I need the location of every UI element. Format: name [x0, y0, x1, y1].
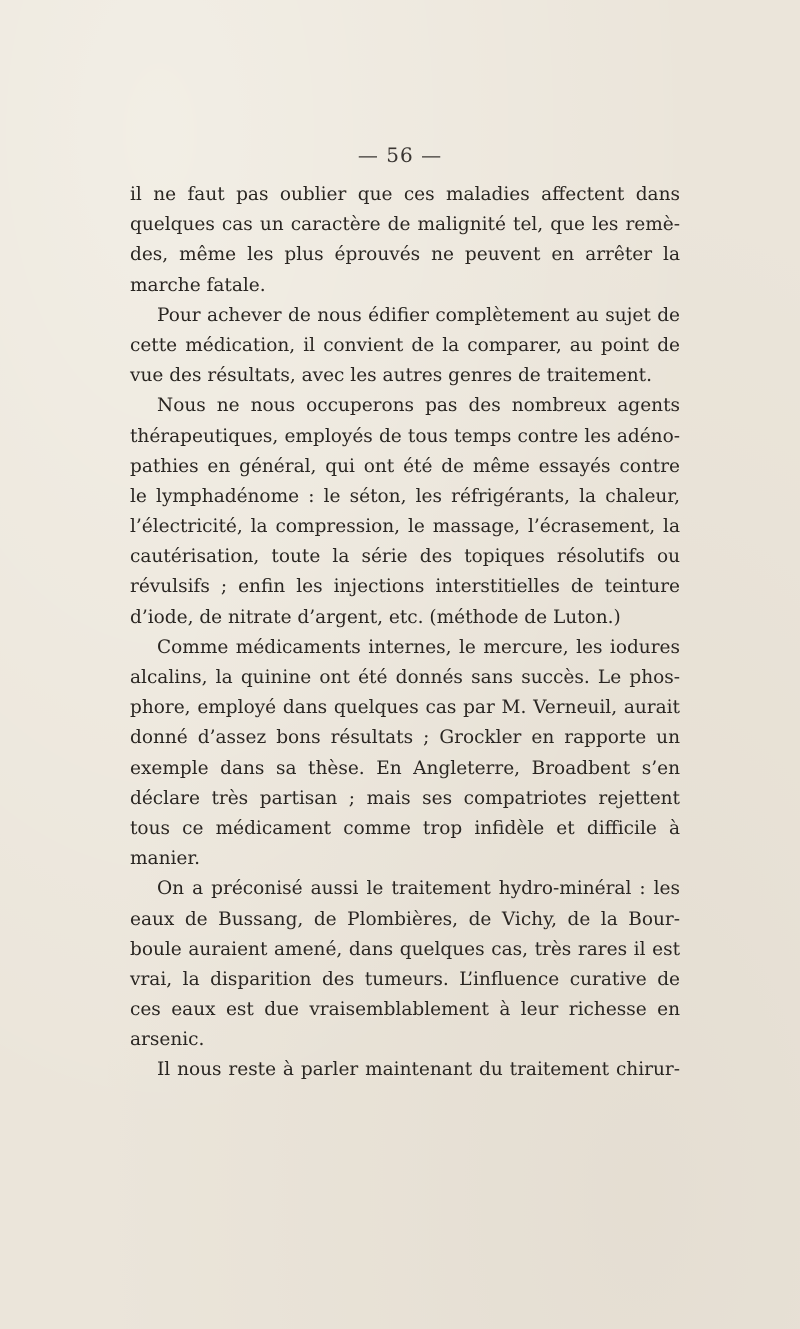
text-line: pathies en général, qui ont été de même essayés contre — [130, 455, 680, 477]
text-line: Comme médicaments internes, le mercure, les iodures — [157, 636, 680, 658]
text-line: d’iode, de nitrate d’argent, etc. (méthode de Luton.) — [130, 606, 621, 628]
text-line: Nous ne nous occuperons pas des nombreux agents — [157, 395, 680, 417]
text-line: déclare très partisan ; mais ses compatriotes rejettent — [130, 787, 680, 809]
text-line: Pour achever de nous édifier complètement au sujet de — [157, 304, 680, 326]
text-line: des, même les plus éprouvés ne peuvent en arrêter la — [130, 244, 680, 266]
text-line: exemple dans sa thèse. En Angleterre, Broadbent s’en — [130, 757, 680, 779]
text-line: eaux de Bussang, de Plombières, de Vichy, de la Bour- — [130, 908, 680, 930]
page-number: — 56 — — [357, 143, 443, 167]
text-line: phore, employé dans quelques cas par M. Verneuil, aurait — [130, 697, 680, 719]
text-line: Il nous reste à parler maintenant du traitement chirur- — [157, 1059, 680, 1081]
text-line: révulsifs ; enfin les injections interstitielles de teinture — [130, 576, 680, 598]
text-line: tous ce médicament comme trop infidèle et difficile à — [130, 817, 680, 839]
text-line: boule auraient amené, dans quelques cas, très rares il est — [130, 938, 680, 960]
text-line: ces eaux est due vraisemblablement à leur richesse en — [130, 999, 680, 1021]
text-line: quelques cas un caractère de malignité tel, que les remè- — [130, 214, 680, 236]
text-line: il ne faut pas oublier que ces maladies affectent dans — [130, 184, 680, 205]
text-line: alcalins, la quinine ont été donnés sans succès. Le phos- — [130, 667, 680, 688]
text-line: marche fatale. — [130, 274, 266, 296]
text-line: thérapeutiques, employés de tous temps contre les adéno- — [130, 425, 680, 447]
text-line: cette médication, il convient de la comparer, au point de — [130, 334, 680, 356]
body-text — [130, 180, 680, 1086]
text-line: arsenic. — [130, 1029, 205, 1051]
text-line: l’électricité, la compression, le massage, l’écrasement, la — [130, 516, 680, 538]
text-line: vue des résultats, avec les autres genres de traitement. — [130, 365, 652, 387]
text-line: manier. — [130, 848, 201, 870]
text-line: vrai, la disparition des tumeurs. L’influence curative de — [130, 968, 680, 990]
text-line: le lymphadénome : le séton, les réfrigérants, la chaleur, — [130, 485, 680, 507]
text-line: cautérisation, toute la série des topiques résolutifs ou — [130, 546, 680, 568]
text-line: donné d’assez bons résultats ; Grockler en rapporte un — [130, 727, 680, 749]
text-line: On a préconisé aussi le traitement hydro-minéral : les — [157, 878, 680, 900]
